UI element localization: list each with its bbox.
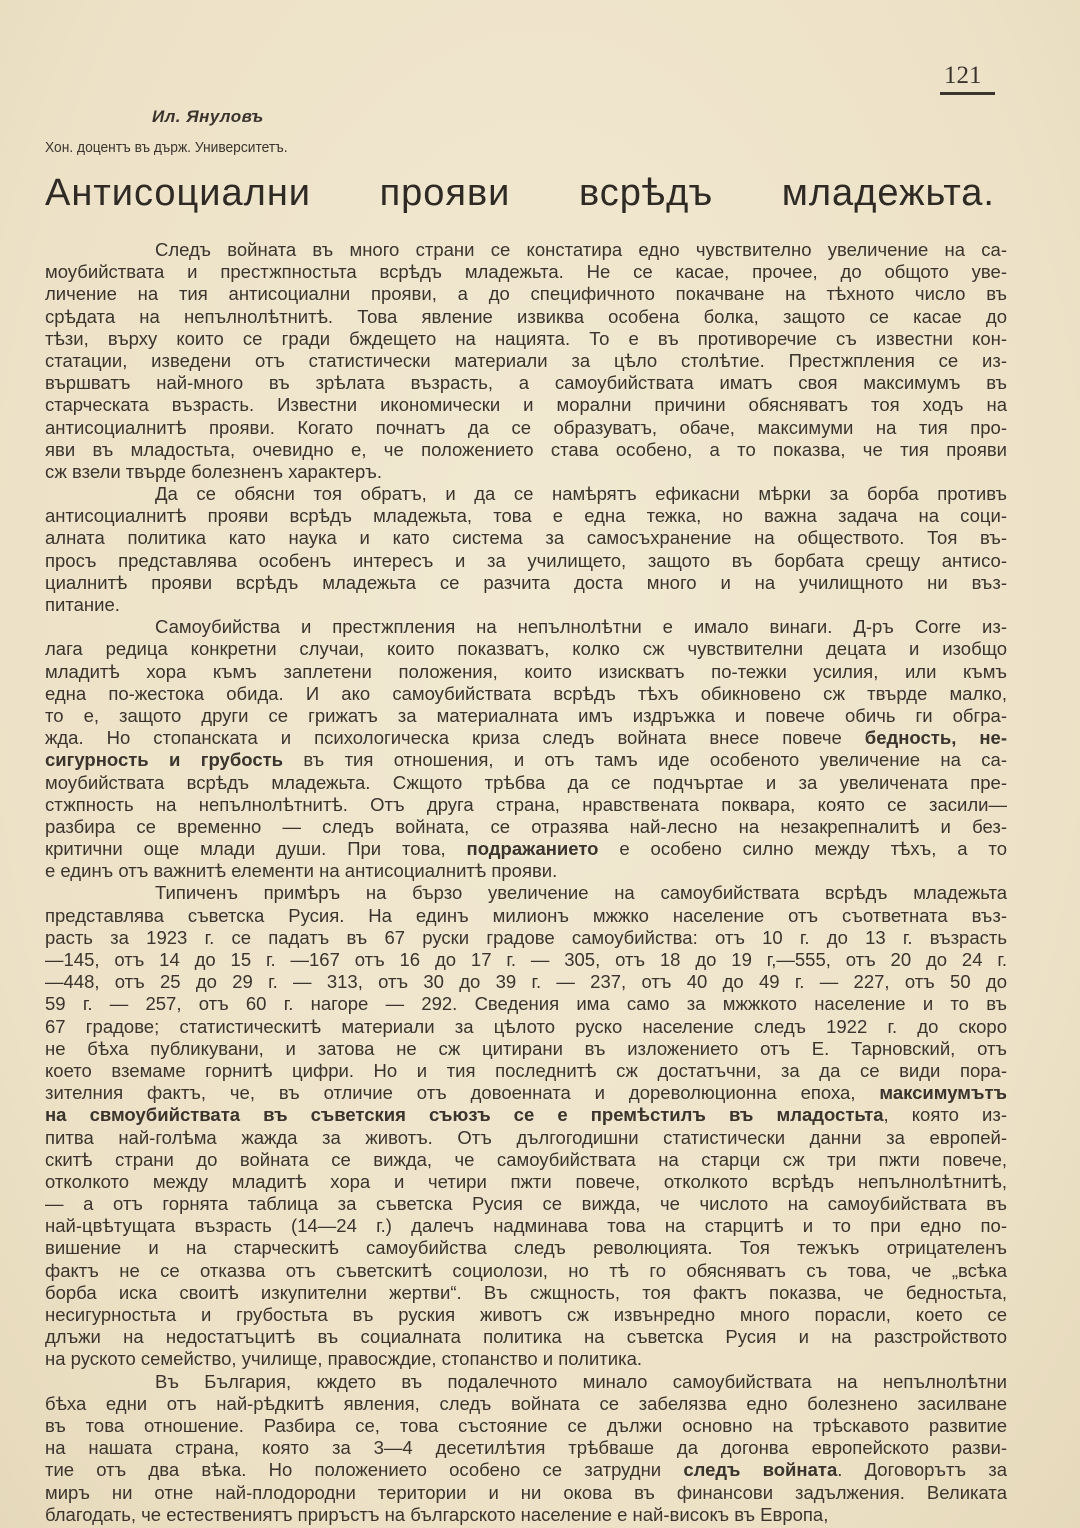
text-line [45, 1171, 1007, 1193]
text-segment: най-цвѣтущата възрасть (14—24 г.) далечъ надминава това на старцитѣ и то при едно по- [45, 1215, 1007, 1237]
text-line [45, 372, 1007, 394]
text-line [45, 1304, 1007, 1326]
text-segment: просъ представлява особенъ интересъ и за училището, защото въ борбата срещу антисо- [45, 549, 1007, 571]
text-segment: зителния фактъ, че, въ отличие отъ довоенната и дореволюционна епоха, [45, 1082, 880, 1104]
text-line [45, 1282, 1007, 1304]
text-segment: което вземаме горнитѣ цифри. Но и тия последнитѣ сж достатъчни, за да се види пора- [45, 1059, 1007, 1081]
text-line [45, 594, 1007, 616]
text-line [45, 705, 1007, 727]
text-line [45, 483, 1007, 505]
text-segment: една по-жестока обида. И ако самоубийствата всрѣдъ тѣхъ обикновено сж твърде малко, [45, 682, 1007, 704]
text-segment: благодать, че естествениятъ приръстъ на българското население е най-високъ въ Европа, [45, 1503, 829, 1525]
text-segment: жда. Но стопанската и психологическа криза следъ войната внесе повече [45, 727, 865, 749]
text-line [45, 927, 1007, 949]
text-line [45, 1149, 1007, 1171]
bold-text-segment: следъ войната [683, 1459, 838, 1481]
text-line [45, 1038, 1007, 1060]
text-segment: скитѣ страни до войната се вижда, че самоубийствата на старци сж три пжти повече, [45, 1148, 1007, 1170]
text-segment: на нашата страна, която за 3—4 десетилѣтия трѣбваше да догонва европейското разви- [45, 1437, 1007, 1459]
text-line [45, 749, 1007, 771]
text-segment: личение на тия антисоциални прояви, а до специфичното покачване на тѣхното число въ [45, 283, 1007, 305]
text-line [45, 1016, 1007, 1038]
paragraph [45, 616, 1007, 882]
text-line [45, 1504, 1007, 1526]
text-line [45, 527, 1007, 549]
text-segment: Типиченъ примѣръ на бързо увеличение на самоубийствата всрѣдъ младежьта [155, 882, 1007, 904]
bold-text-segment: сигурность и грубость [45, 749, 284, 771]
text-line [45, 816, 1007, 838]
text-line [45, 261, 1007, 283]
text-line [45, 638, 1007, 660]
text-segment: въ това отношение. Разбира се, това състояние се дължи основно на трѣскавото развитие [45, 1414, 1007, 1436]
text-segment: моубийствата и престжпностьта всрѣдъ младежьта. Не се касае, прочее, до общото уве- [45, 261, 1007, 283]
author-name: Ил. Януловъ [152, 107, 264, 126]
text-segment: не бѣха публикувани, и затова не сж цитирани въ изложението отъ Е. Тарновский, отъ [45, 1037, 1007, 1059]
bold-text-segment: максимумътъ [879, 1082, 1007, 1104]
text-line [45, 1415, 1007, 1437]
text-line [45, 417, 1007, 439]
text-segment: Да се обясни тоя обратъ, и да се намѣрятъ ефикасни мѣрки за борба противъ [155, 483, 1007, 505]
text-line [45, 727, 1007, 749]
text-line [45, 905, 1007, 927]
text-line [45, 1127, 1007, 1149]
text-segment: срѣдата на непълнолѣтнитѣ. Това явление извиква особена болка, защото се касае до [45, 305, 1007, 327]
text-line [45, 683, 1007, 705]
text-line [45, 772, 1007, 794]
text-segment: питва най-голѣма жажда за животъ. Отъ дългогодишни статистически данни за европей- [45, 1126, 1007, 1148]
page-number: 121 [944, 62, 982, 89]
text-segment: младитѣ хора къмъ заплетени положения, които изискватъ по-тежки усилия, или къмъ [45, 660, 1007, 682]
text-line [45, 1326, 1007, 1348]
text-line [45, 1260, 1007, 1282]
text-line [45, 1082, 1007, 1104]
text-line [45, 461, 1007, 483]
text-segment: яви въ младостьта, очевидно е, че положението става особено, а то показва, че тия прояви [45, 438, 1007, 460]
text-segment: несигурностьта и грубостьта въ руския животъ сж извънредно много порасли, което се [45, 1304, 1007, 1325]
text-segment: вършватъ най-много въ зрѣлата възрасть, а самоубийствата иматъ своя максимумъ въ [45, 372, 1007, 394]
text-segment: сж взели твърде болезненъ характеръ. [45, 460, 382, 482]
text-segment: въ тия отношения, и отъ тамъ иде особеното увеличение на са- [283, 749, 1007, 771]
text-segment: антисоциалнитѣ прояви. Когато почнатъ да се образуватъ, обаче, максимуми на тия про- [45, 416, 1007, 438]
text-segment: отколкото между младитѣ хора и четири пжти повече, отколкото всрѣдъ непълнолѣтнитѣ, [45, 1170, 1007, 1192]
text-segment: разбира се временно — следъ войната, се отразява най-лесно на незакрепналитѣ и без- [45, 815, 1007, 837]
text-segment: тѣзи, върху които се гради бждещето на нацията. То е въ противоречие съ известни кон- [45, 327, 1007, 349]
text-line [45, 439, 1007, 461]
text-line [45, 1459, 1007, 1481]
text-segment: —145, отъ 14 до 15 г. —167 отъ 16 до 17 г. — 305, отъ 18 до 19 г,—555, отъ 20 до 24 г. [45, 949, 1007, 970]
text-line [45, 1393, 1007, 1415]
author-affiliation: Хон. доцентъ въ държ. Университетъ. [45, 139, 288, 156]
text-line [45, 1193, 1007, 1215]
text-segment: циалнитѣ прояви всрѣдъ младежьта се разчита доста много и на училищното ни въз- [45, 571, 1007, 593]
text-line [45, 860, 1007, 882]
text-line [45, 572, 1007, 594]
text-segment: бѣха едни отъ най-рѣдкитѣ явления, следъ войната се забелязва едно болезнено засилване [45, 1392, 1007, 1414]
text-line [45, 1060, 1007, 1082]
text-line [45, 550, 1007, 572]
text-segment: . Договорътъ за [837, 1459, 1007, 1481]
text-line [45, 971, 1007, 993]
text-segment: статации, изведени отъ статистически материали за цѣло столѣтие. Престжпления се из- [45, 349, 1007, 371]
text-segment: е единъ отъ важнитѣ елементи на антисоциалнитѣ прояви. [45, 860, 558, 882]
text-segment: моубийствата всрѣдъ младежьта. Сжщото трѣбва да се подчъртае и за увеличената пре- [45, 771, 1007, 793]
text-line [45, 394, 1007, 416]
text-line [45, 882, 1007, 904]
text-line [45, 328, 1007, 350]
page-number-rule [940, 92, 995, 95]
text-line [45, 1371, 1007, 1393]
text-line [45, 306, 1007, 328]
text-line [45, 1237, 1007, 1259]
text-segment: стжпность на непълнолѣтнитѣ. Отъ друга страна, нравствената поквара, която се засили— [45, 793, 1007, 815]
text-line [45, 1482, 1007, 1504]
text-line [45, 661, 1007, 683]
text-line [45, 1348, 1007, 1370]
text-segment: 59 г. — 257, отъ 60 г. нагоре — 292. Сведения има само за мжжкото население и то въ [45, 993, 1007, 1015]
text-segment: лага редица конкретни случаи, които показватъ, колко сж чувствителни децата и изобщо [45, 638, 1007, 660]
text-line [45, 505, 1007, 527]
text-segment: — а отъ горнята таблица за съветска Русия се вижда, че числото на самоубийствата въ [45, 1193, 1007, 1215]
article-title: Антисоциални прояви всрѣдъ младежьта. [45, 172, 995, 214]
text-segment: —448, отъ 25 до 29 г. — 313, отъ 30 до 39 г. — 237, отъ 40 до 49 г. — 227, отъ 50 до [45, 971, 1007, 993]
paragraph [45, 239, 1007, 483]
text-segment: критични още млади души. При това, [45, 838, 467, 860]
paragraph [45, 1371, 1007, 1526]
text-segment: антисоциалнитѣ прояви всрѣдъ младежьта, това е една тежка, но важна задача на соци- [45, 505, 1007, 527]
text-segment: е особено силно между тѣхъ, а то [598, 838, 1007, 860]
text-segment: вишение и на старческитѣ самоубийства следъ революцията. Тоя тежъкъ отрицателенъ [45, 1237, 1007, 1259]
text-line [45, 1215, 1007, 1237]
text-segment: Самоубийства и престжпления на непълнолѣтни е имало винаги. Д-ръ Corre из- [155, 616, 1007, 638]
text-line [45, 1437, 1007, 1459]
text-line [45, 616, 1007, 638]
text-segment: длъжи на недостатъцитѣ въ социалната политика на съветска Русия и на разстройството [45, 1326, 1007, 1348]
text-line [45, 993, 1007, 1015]
article-body [45, 239, 1007, 1526]
text-segment: питание. [45, 594, 120, 615]
text-segment: на руското семейство, училище, правосждие, стопанство и политика. [45, 1348, 642, 1370]
text-line [45, 350, 1007, 372]
text-segment: алната политика като наука и като система за самосъхранение на обществото. Тоя въ- [45, 527, 1007, 549]
text-segment: расть за 1923 г. се падатъ въ 67 руски градове самоубийства: отъ 10 г. до 13 г. възрасть [45, 926, 1007, 948]
paragraph [45, 483, 1007, 616]
text-segment: миръ ни отне най-плодородни територии и ни окова въ финансови задължения. Великата [45, 1481, 1007, 1503]
bold-text-segment: подражанието [466, 838, 599, 860]
text-segment: 67 градове; статистическитѣ материали за цѣлото руско население следъ 1922 г. до скоро [45, 1015, 1007, 1037]
text-segment: борба иска своитѣ изкупителни жертви“. Въ сжщность, тоя фактъ показва, че бедностьта, [45, 1281, 1007, 1303]
text-segment: Въ България, кждето въ подалечното минало самоубийствата на непълнолѣтни [155, 1370, 1007, 1392]
bold-text-segment: на свмоубийствата въ съветския съюзъ се е премѣстилъ въ младостьта [45, 1104, 884, 1126]
paragraph [45, 882, 1007, 1370]
text-line [45, 283, 1007, 305]
text-segment: представлява съветска Русия. На единъ милионъ мжжко население отъ съответната въз- [45, 904, 1007, 926]
text-segment: старческата възрасть. Известни икономически и морални причини обясняватъ тоя ходъ на [45, 394, 1007, 416]
text-line [45, 239, 1007, 261]
text-segment: фактъ не се отказва отъ съветскитѣ социолози, но тѣ го обясняватъ съ това, че „всѣка [45, 1259, 1007, 1281]
text-segment: то е, защото други се грижатъ за материалната имъ издръжка и повече обичь ги обгра- [45, 704, 1007, 726]
text-line [45, 794, 1007, 816]
text-segment: Следъ войната въ много страни се констатира едно чувствително увеличение на са- [155, 239, 1007, 260]
text-segment: тие отъ два вѣка. Но положението особено се затрудни [45, 1459, 684, 1481]
text-segment: , която из- [883, 1104, 1007, 1126]
text-line [45, 1104, 1007, 1126]
text-line [45, 838, 1007, 860]
text-line [45, 949, 1007, 971]
bold-text-segment: бедность, не- [864, 727, 1007, 749]
